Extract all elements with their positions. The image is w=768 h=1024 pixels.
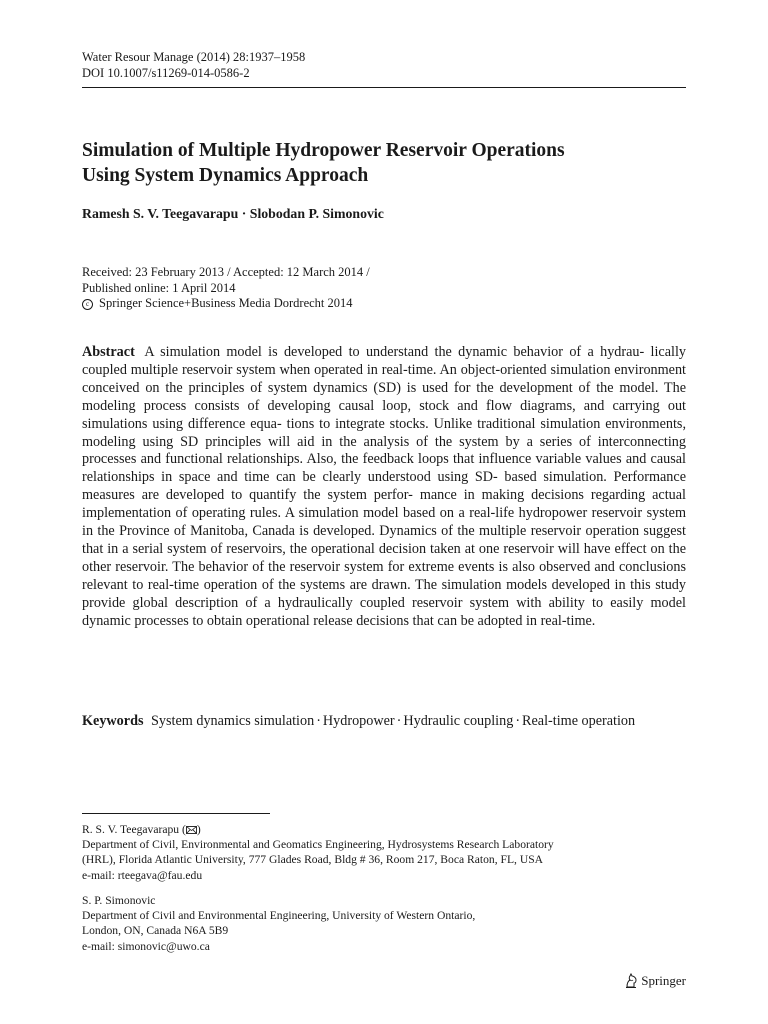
paper-title bbox=[82, 138, 686, 188]
keyword-separator: · bbox=[396, 713, 402, 729]
envelope-icon bbox=[186, 826, 197, 834]
affiliation-address: (HRL), Florida Atlantic University, 777 Glades Road, Bldg # 36, Room 217, Boca Raton, FL, USA bbox=[82, 853, 544, 867]
affiliation-dept: Department of Civil and Environmental Engineering, University of Western Ontario, bbox=[82, 909, 476, 923]
keywords bbox=[82, 712, 686, 730]
author-name-line bbox=[82, 822, 554, 837]
author-list: Ramesh S. V. Teegavarapu · Slobodan P. Simonovic bbox=[82, 206, 384, 221]
abstract-text: A simulation model is developed to understand the dynamic behavior of a hydrau- lically coupled multiple reservoir system when operated in real-time. An object-oriented simulation environment conceived on the principles of system dynamics (SD) is used for the development of the model. The modeling process consists of developing causal loop, stock and flow diagrams, and carrying out simulations using difference equa- tions to integrate stocks. Unlike traditional simulation environments, modeling using SD principles will aid in the analysis of the system by a series of interconnecting processes and functional relationships. Also, the feedback loops that influence variable values and causal relationships in space and time can be clearly understood using SD- based simulation. Performance measures are developed to quantify the system perfor- mance in making decisions regarding actual implementation of operating rules. A simulation model based on a real-life hydropower reservoir system in the Province of Manitoba, Canada is developed. Dynamics of the multiple reservoir operation suggest that in a serial system of reservoirs, the operational decision taken at one reservoir will have effect on the other reservoir. The behavior of the reservoir system for extreme events is also observed and conclusions relevant to real-time operation of the systems are drawn. The simulation models developed in this study provide global description of a hydraulically coupled reservoir system with ability to easily model dynamic processes to obtain operational release decisions that can be adopted in real-time. bbox=[82, 344, 686, 629]
keyword-item: System dynamics simulation bbox=[151, 713, 315, 729]
received-accepted-date: Received: 23 February 2013 / Accepted: 12 March 2014 / bbox=[82, 265, 370, 279]
title-line-2: Using System Dynamics Approach bbox=[82, 165, 369, 186]
title-line-1: Simulation of Multiple Hydropower Reservoir Operations bbox=[82, 140, 565, 161]
author-name: S. P. Simonovic bbox=[82, 894, 156, 907]
keywords-label: Keywords bbox=[82, 713, 144, 729]
affiliation-2 bbox=[82, 893, 475, 954]
keyword-item: Hydropower bbox=[322, 713, 395, 729]
publication-dates bbox=[82, 265, 370, 312]
author-name-close: ) bbox=[196, 823, 201, 836]
keyword-item: Hydraulic coupling bbox=[403, 713, 514, 729]
keyword-item: Real-time operation bbox=[522, 713, 636, 729]
journal-header bbox=[82, 49, 305, 81]
affiliation-1 bbox=[82, 822, 554, 883]
affiliation-dept: Department of Civil, Environmental and Geomatics Engineering, Hydrosystems Research Laboratory bbox=[82, 838, 554, 852]
abstract-label: Abstract bbox=[82, 344, 135, 360]
copyright-icon: c bbox=[82, 299, 93, 310]
footnote-rule bbox=[82, 813, 270, 814]
journal-citation: Water Resour Manage (2014) 28:1937–1958 bbox=[82, 50, 306, 64]
publisher-name: Springer bbox=[641, 973, 686, 988]
author-name: R. S. V. Teegavarapu ( bbox=[82, 823, 186, 836]
affiliation-address: London, ON, Canada N6A 5B9 bbox=[82, 924, 229, 938]
published-date: Published online: 1 April 2014 bbox=[82, 280, 236, 295]
springer-horse-icon bbox=[624, 973, 638, 989]
copyright-line bbox=[82, 296, 370, 312]
keyword-separator: · bbox=[515, 713, 521, 729]
copyright-text: Springer Science+Business Media Dordrecht 2014 bbox=[99, 296, 353, 310]
author-email[interactable]: e-mail: simonovic@uwo.ca bbox=[82, 939, 210, 953]
header-rule bbox=[82, 87, 686, 88]
author-email[interactable]: e-mail: rteegava@fau.edu bbox=[82, 868, 203, 882]
keyword-separator: · bbox=[316, 713, 321, 729]
publisher-logo bbox=[624, 973, 686, 989]
abstract bbox=[82, 344, 686, 631]
journal-doi: DOI 10.1007/s11269-014-0586-2 bbox=[82, 66, 250, 80]
